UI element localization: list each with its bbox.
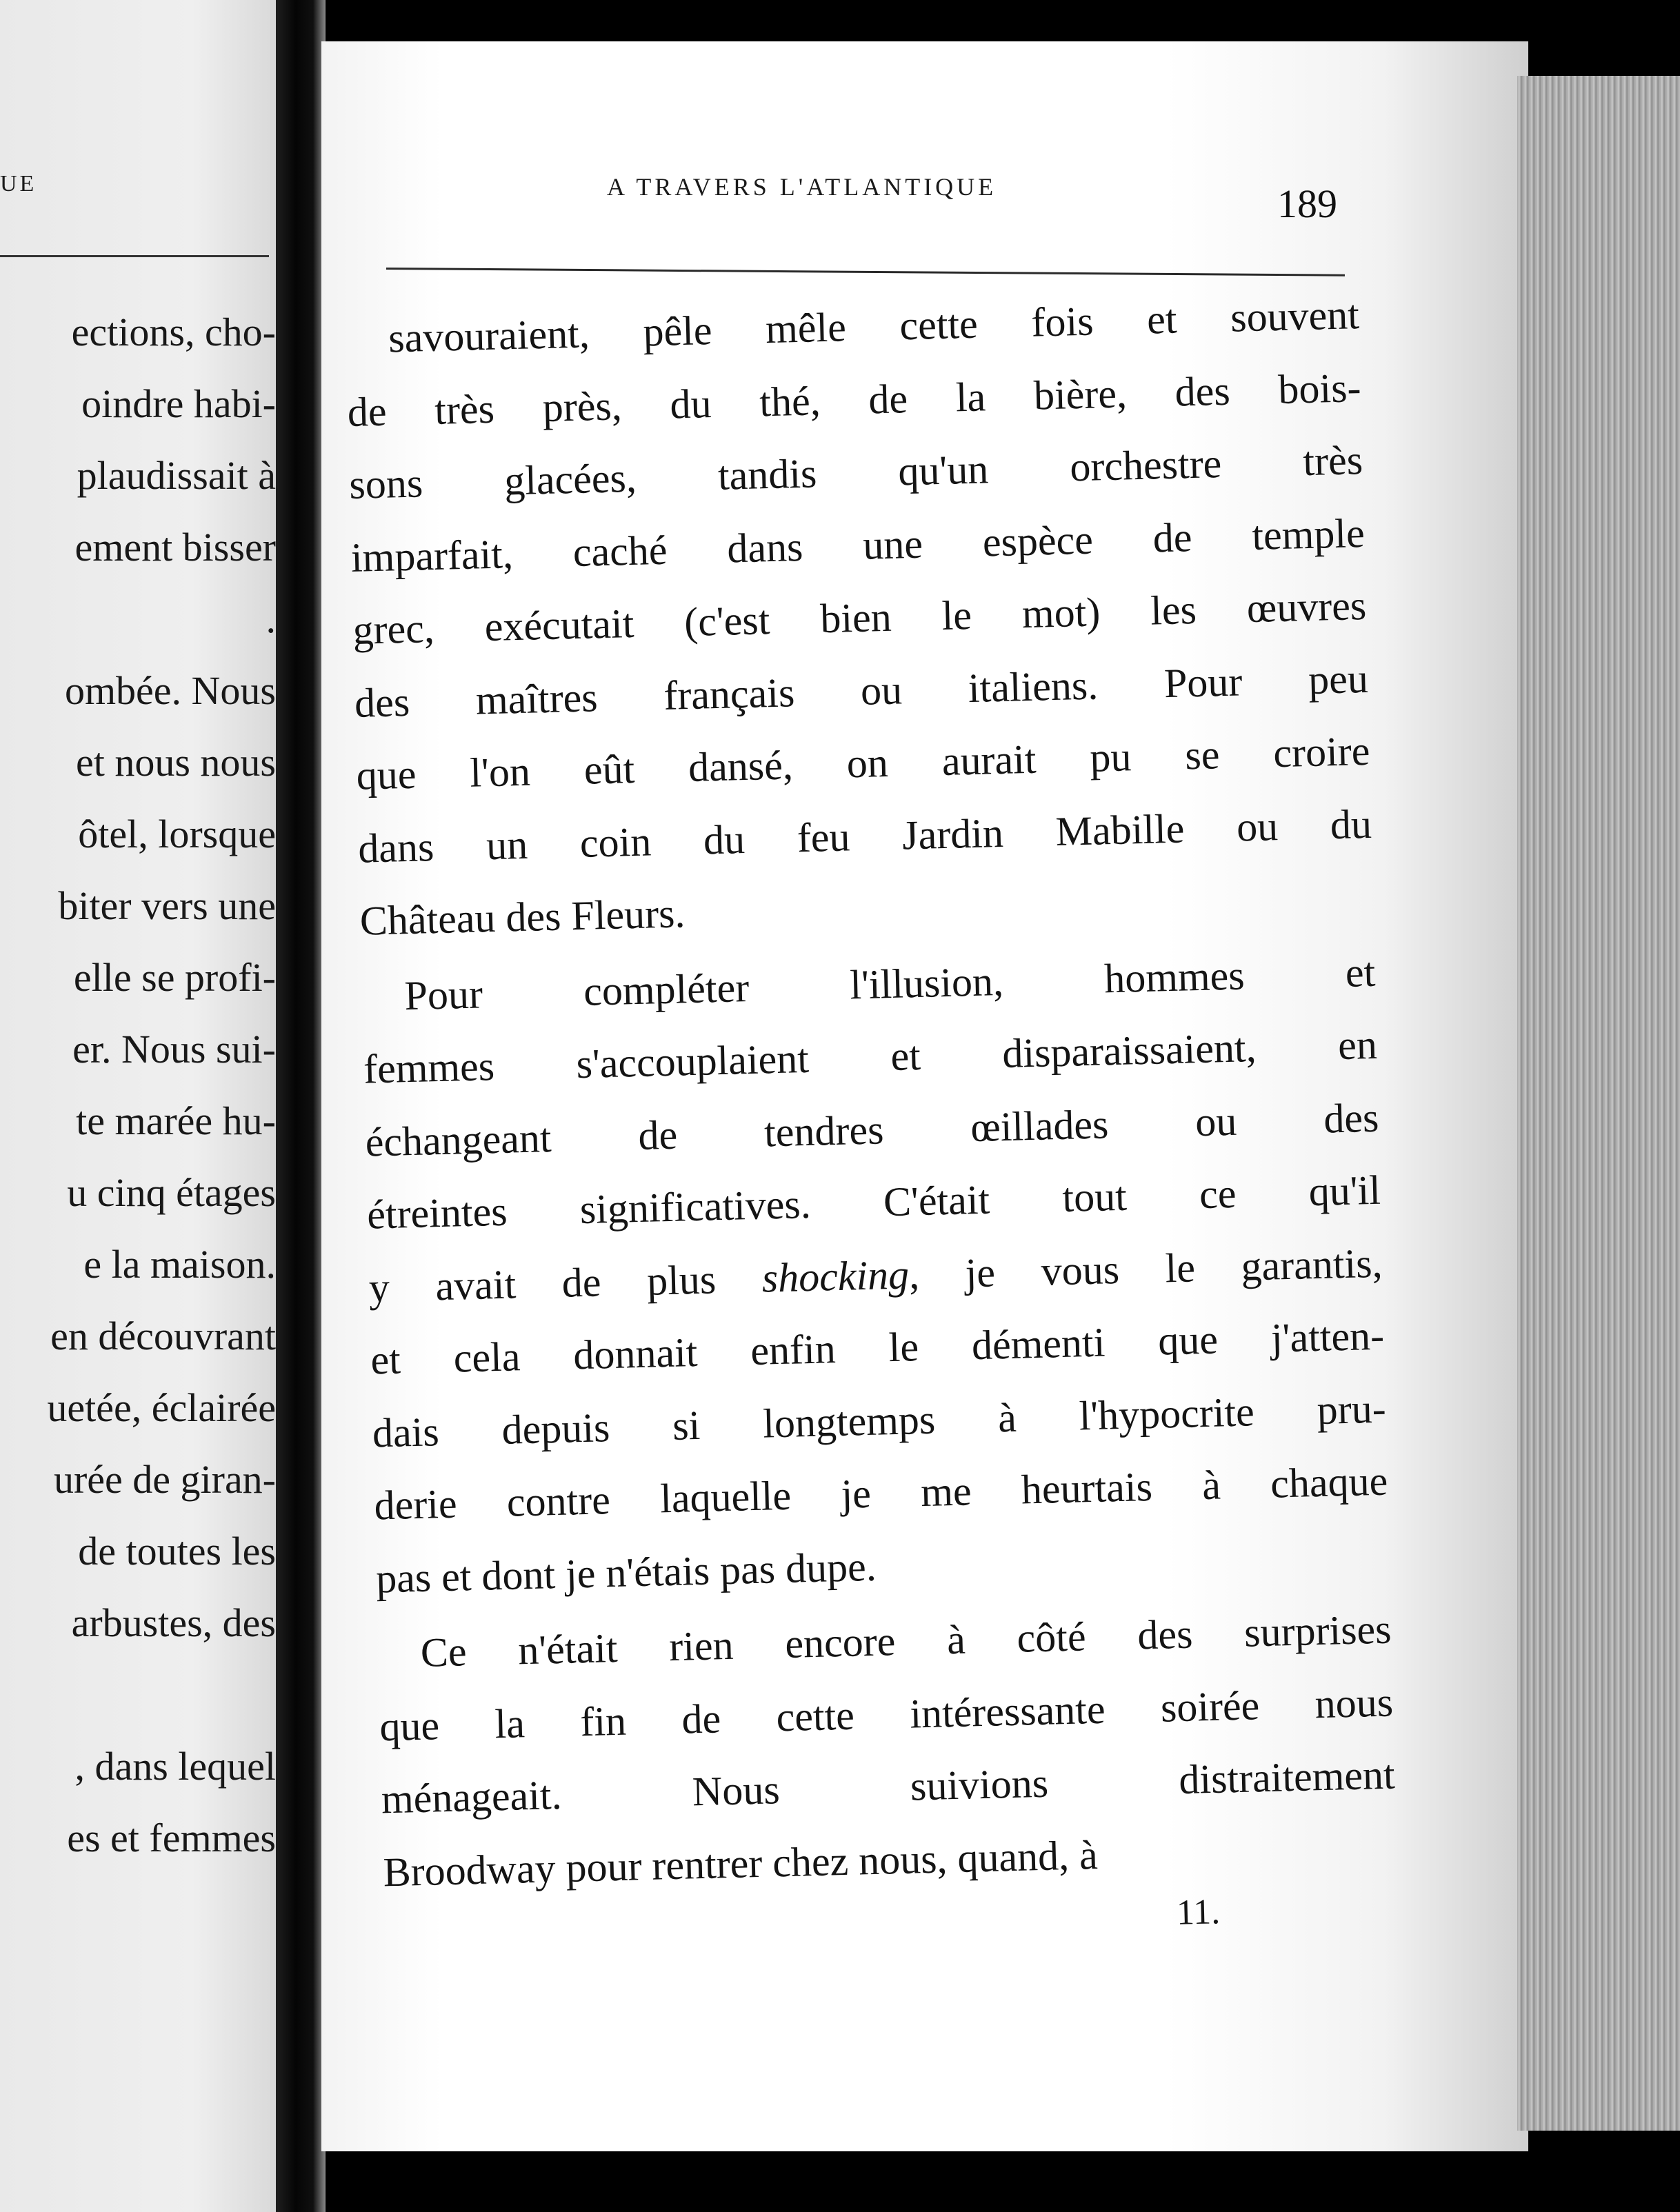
text-line: pas et dont je n'étais pas dupe. bbox=[375, 1543, 877, 1601]
previous-page-line: plaudissait à bbox=[77, 453, 276, 498]
previous-page-line: , dans lequel bbox=[74, 1744, 276, 1789]
previous-page-line: e la maison. bbox=[83, 1242, 276, 1287]
text-line: savouraient, pêle mêle cette fois et souvent bbox=[388, 292, 1360, 361]
previous-page-line: er. Nous sui- bbox=[72, 1027, 276, 1072]
text-line: Château des Fleurs. bbox=[359, 890, 686, 944]
page-edges bbox=[1517, 76, 1680, 2131]
page-number: 189 bbox=[1277, 181, 1337, 226]
previous-page-line: en découvrant bbox=[50, 1314, 276, 1358]
paragraph bbox=[377, 1593, 1398, 1909]
text-line: que la fin de cette intéressante soirée nous bbox=[379, 1678, 1394, 1749]
previous-page-line: uetée, éclairée bbox=[47, 1385, 276, 1430]
previous-page-line: u cinq étages bbox=[67, 1170, 276, 1215]
previous-page-line: arbustes, des bbox=[71, 1600, 276, 1645]
previous-page-line: te marée hu- bbox=[76, 1098, 276, 1143]
paragraph bbox=[345, 279, 1374, 958]
previous-page-line: et nous nous bbox=[76, 740, 276, 785]
text-line: sons glacées, tandis qu'un orchestre très bbox=[348, 437, 1363, 507]
text-line: dans un coin du feu Jardin Mabille ou du bbox=[357, 801, 1372, 872]
text-line: femmes s'accouplaient et disparaissaient, en bbox=[363, 1021, 1378, 1092]
previous-page-line: biter vers une bbox=[58, 883, 276, 928]
previous-page-line bbox=[0, 1659, 276, 1731]
previous-page-line: oindre habi- bbox=[81, 381, 276, 426]
previous-page-header-rule bbox=[0, 255, 269, 257]
page-body-text bbox=[345, 279, 1399, 1985]
previous-page-line: elle se profi- bbox=[73, 955, 276, 1000]
text-line: grec, exécutait (c'est bien le mot) les œuvres bbox=[352, 582, 1367, 653]
text-line: ménageait. Nous suivions distraitement bbox=[381, 1751, 1396, 1822]
text-line: Pour compléter l'illusion, hommes et bbox=[403, 949, 1376, 1018]
text-line: étreintes significatives. C'était tout ce qu'il bbox=[366, 1167, 1381, 1238]
previous-page-line: ombée. Nous bbox=[64, 668, 276, 713]
previous-page-line: es et femmes bbox=[67, 1816, 276, 1860]
text-line: échangeant de tendres œillades ou des bbox=[364, 1094, 1380, 1165]
previous-page-running-head: UE bbox=[0, 171, 37, 197]
previous-page-line: ôtel, lorsque bbox=[78, 812, 276, 856]
book-gutter bbox=[276, 0, 326, 2212]
running-head: A TRAVERS L'ATLANTIQUE bbox=[607, 173, 997, 201]
text-line: de très près, du thé, de la bière, des bois- bbox=[347, 364, 1362, 435]
signature-mark: 11. bbox=[1176, 1892, 1221, 1933]
text-line: Broodway pour rentrer chez nous, quand, à bbox=[382, 1831, 1099, 1895]
text-line: derie contre laquelle je me heurtais à chaque bbox=[373, 1458, 1388, 1529]
previous-page-line: . bbox=[266, 596, 276, 641]
text-line: Ce n'était rien encore à côté des surprises bbox=[420, 1606, 1392, 1676]
previous-page-line: de toutes les bbox=[78, 1529, 276, 1573]
text-line: dais depuis si longtemps à l'hypocrite pru- bbox=[372, 1385, 1387, 1456]
previous-page-line: urée de giran- bbox=[53, 1457, 276, 1502]
previous-page-text bbox=[0, 296, 276, 1874]
previous-page bbox=[0, 0, 276, 2212]
text-line: et cela donnait enfin le démenti que j'atten- bbox=[370, 1312, 1385, 1383]
text-line: que l'on eût dansé, on aurait pu se croire bbox=[355, 727, 1371, 798]
text-line: y avait de plus shocking, je vous le garantis, bbox=[368, 1240, 1383, 1311]
paragraph bbox=[361, 936, 1390, 1615]
previous-page-line: ement bisser bbox=[74, 525, 276, 570]
previous-page-line: ections, cho- bbox=[71, 310, 276, 354]
text-line: imparfait, caché dans une espèce de temple bbox=[350, 510, 1366, 581]
italic-word: shocking bbox=[761, 1251, 910, 1301]
text-line: des maîtres français ou italiens. Pour peu bbox=[354, 655, 1369, 726]
